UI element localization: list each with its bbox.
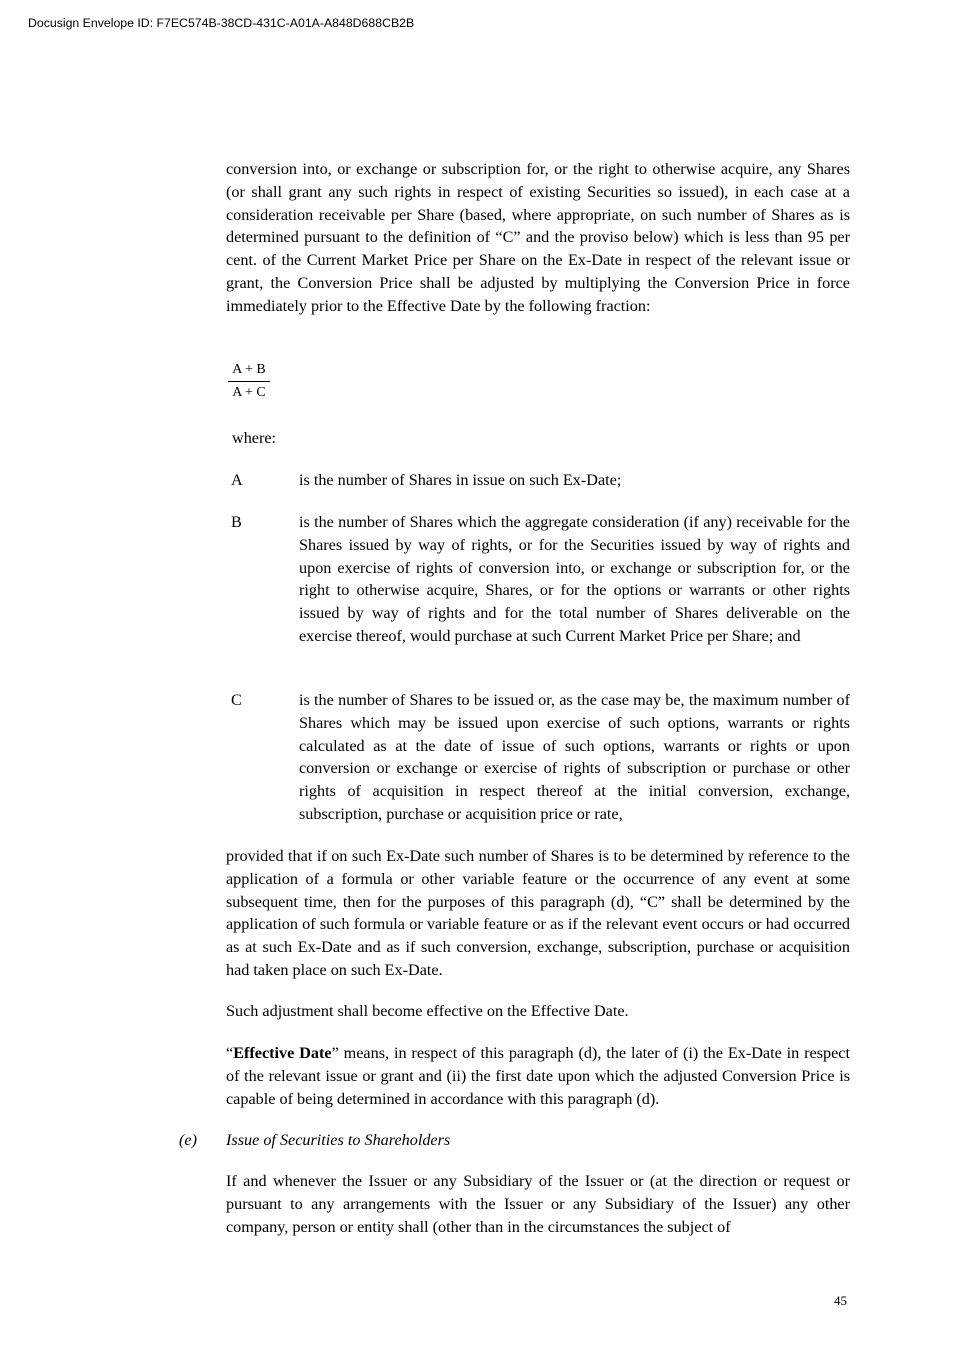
definition-text-b: is the number of Shares which the aggregate consideration (if any) receivable for the Shares issued by way of rights, or for the Securities issued by way of rights and upon exercise of rights of conversion into, or exchange or subscription for, or the right to otherwise acquire, Shares, or for the options or warrants or other rights issued by way of rights and for the total number of Shares deliverable on the exercise thereof, would purchase at such Current Market Price per Share; and (299, 513, 850, 645)
effective-date-term: Effective Date (233, 1044, 332, 1062)
docusign-envelope-id: Docusign Envelope ID: F7EC574B-38CD-431C-A01A-A848D688CB2B (28, 16, 415, 30)
definition-letter-a: A (231, 471, 243, 489)
proviso-paragraph: provided that if on such Ex-Date such number of Shares is to be determined by reference to the application of a formula or other variable feature or the occurrence of any event at some subsequent time, then for the purposes of this paragraph (d), “C” shall be determined by the application of such formula or variable feature or as if the relevant event occurs or had occurred as at such Ex-Date and as if such conversion, exchange, subscription, purchase or acquisition had taken place on such Ex-Date. (226, 847, 850, 979)
page-number: 45 (834, 1293, 847, 1308)
definition-text-c: is the number of Shares to be issued or, as the case may be, the maximum number of Shares which may be issued upon exercise of such options, warrants or rights calculated as at the date of issue of such options, warrants or rights or upon conversion or exchange or exercise of rights of subscription or purchase or other rights of acquisition in respect thereof at the initial conversion, exchange, subscription, purchase or acquisition price or rate, (299, 691, 850, 823)
fraction-numerator: A + B (228, 360, 270, 382)
section-paragraph: If and whenever the Issuer or any Subsidiary of the Issuer or (at the direction or request or pursuant to any arrangements with the Issuer or any Subsidiary of the Issuer) any other company, person or entity shall (other than in the circumstances the subject of (226, 1172, 850, 1236)
adjustment-paragraph: Such adjustment shall become effective on the Effective Date. (226, 1002, 629, 1020)
effective-date-paragraph (226, 1042, 850, 1110)
intro-paragraph: conversion into, or exchange or subscription for, or the right to otherwise acquire, any Shares (or shall grant any such rights in respect of existing Securities so issued), in each case at a consideration receivable per Share (based, where appropriate, on such number of Shares as is determined pursuant to the definition of “C” and the proviso below) which is less than 95 per cent. of the Current Market Price per Share on the Ex-Date in respect of the relevant issue or grant, the Conversion Price shall be adjusted by multiplying the Conversion Price in force immediately prior to the Effective Date by the following fraction: (226, 160, 850, 315)
definition-letter-c: C (231, 691, 242, 709)
effective-date-definition: ” means, in respect of this paragraph (d), the later of (i) the Ex-Date in respect of the relevant issue or grant and (ii) the first date upon which the adjusted Conversion Price is capable of being determined in accordance with this paragraph (d). (226, 1044, 850, 1108)
effective-date-open-quote: “ (226, 1044, 234, 1062)
adjustment-fraction (228, 360, 270, 403)
definition-text-a: is the number of Shares in issue on such Ex-Date; (299, 471, 622, 489)
fraction-denominator: A + C (232, 385, 266, 400)
definition-letter-b: B (231, 513, 242, 531)
where-label: where: (232, 429, 277, 447)
section-number: (e) (179, 1131, 197, 1149)
section-title: Issue of Securities to Shareholders (226, 1131, 451, 1149)
